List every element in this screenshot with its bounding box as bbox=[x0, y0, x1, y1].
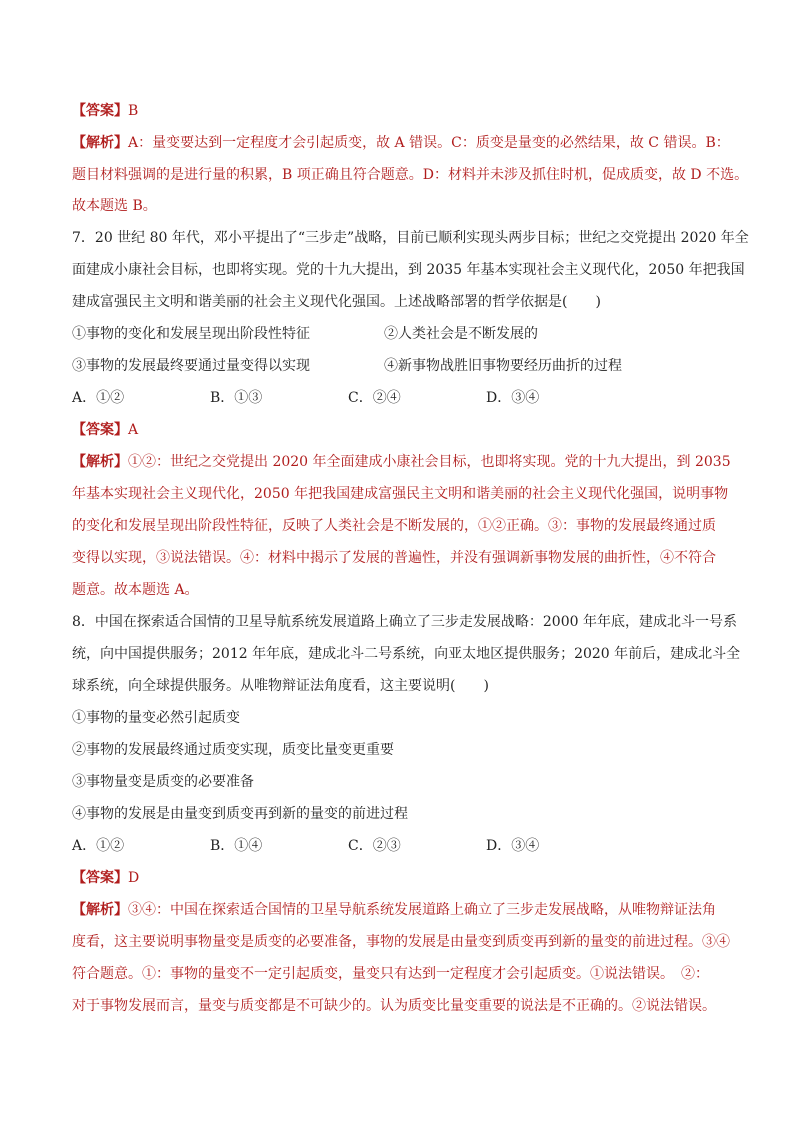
q8-stem-line: 统，向中国提供服务；2012 年年底，建成北斗二号系统，向亚太地区提供服务；2020 年前后，建成北斗全 bbox=[72, 646, 741, 662]
q8-choice-c: C．②③ bbox=[348, 838, 401, 854]
q8-answer bbox=[72, 868, 139, 888]
q7-analysis-line: 年基本实现社会主义现代化，2050 年把我国建成富强民主文明和谐美丽的社会主义现代化强国，说明事物 bbox=[72, 486, 729, 502]
q8-analysis-line: 符合题意。①：事物的量变不一定引起质变，量变只有达到一定程度才会引起质变。①说法错误。 ②： bbox=[72, 966, 709, 982]
answer-value: A bbox=[128, 422, 139, 438]
answer-label: 【答案】 bbox=[72, 103, 128, 119]
answer-label: 【答案】 bbox=[72, 870, 128, 886]
q8-statement: ①事物的量变必然引起质变 bbox=[72, 710, 240, 726]
q7-statement: ④新事物战胜旧事物要经历曲折的过程 bbox=[384, 358, 622, 374]
answer-value: D bbox=[128, 870, 140, 886]
q8-choice-b: B．①④ bbox=[210, 838, 263, 854]
q8-choice-a: A．①② bbox=[72, 838, 125, 854]
q7-analysis-line: 题意。故本题选 A。 bbox=[72, 582, 199, 598]
q7-answer bbox=[72, 420, 138, 440]
analysis-label: 【解析】 bbox=[72, 902, 128, 918]
q8-statement: ②事物的发展最终通过质变实现，质变比量变更重要 bbox=[72, 742, 394, 758]
q8-choice-d: D．③④ bbox=[486, 838, 540, 854]
q8-stem-line: 球系统，向全球提供服务。从唯物辩证法角度看，这主要说明( ) bbox=[72, 678, 489, 694]
analysis-label: 【解析】 bbox=[72, 454, 128, 470]
q7-choice-c: C．②④ bbox=[348, 390, 401, 406]
q6-analysis-line: 题目材料强调的是进行量的积累，B 项正确且符合题意。D：材料并未涉及抓住时机，促成质变，故 D 不选。 bbox=[72, 167, 749, 183]
q6-analysis-line: 故本题选 B。 bbox=[72, 198, 157, 214]
q7-choice-b: B．①③ bbox=[210, 390, 263, 406]
answer-label: 【答案】 bbox=[72, 422, 128, 438]
q7-stem-line: 7．20 世纪 80 年代，邓小平提出了“三步走”战略，目前已顺利实现头两步目标；世纪之交党提出 2020 年全 bbox=[72, 230, 749, 246]
q8-analysis-line: 对于事物发展而言，量变与质变都是不可缺少的。认为质变比量变重要的说法是不正确的。②说法错误。 bbox=[72, 998, 716, 1014]
q8-statement: ④事物的发展是由量变到质变再到新的量变的前进过程 bbox=[72, 806, 408, 822]
q7-analysis-line: 变得以实现，③说法错误。④：材料中揭示了发展的普遍性，并没有强调新事物发展的曲折性，④不符合 bbox=[72, 550, 716, 566]
q8-analysis-line: 【解析】③④：中国在探索适合国情的卫星导航系统发展道路上确立了三步走发展战略，从唯物辩证法角 bbox=[72, 902, 716, 918]
q7-choice-a: A．①② bbox=[72, 390, 125, 406]
q6-answer bbox=[72, 101, 138, 121]
q8-analysis-line: 度看，这主要说明事物量变是质变的必要准备，事物的发展是由量变到质变再到新的量变的前进过程。③④ bbox=[72, 934, 730, 950]
q6-analysis-line: 【解析】A：量变要达到一定程度才会引起质变，故 A 错误。C：质变是量变的必然结果，故 C 错误。B： bbox=[72, 135, 730, 151]
q8-statement: ③事物量变是质变的必要准备 bbox=[72, 774, 254, 790]
q7-analysis-line: 【解析】①②：世纪之交党提出 2020 年全面建成小康社会目标，也即将实现。党的十九大提出，到 2035 bbox=[72, 454, 731, 470]
answer-value: B bbox=[128, 103, 139, 119]
q7-statement: ③事物的发展最终要通过量变得以实现 bbox=[72, 358, 310, 374]
q7-stem-line: 建成富强民主文明和谐美丽的社会主义现代化强国。上述战略部署的哲学依据是( ) bbox=[72, 294, 601, 310]
q7-statement: ①事物的变化和发展呈现出阶段性特征 bbox=[72, 326, 310, 342]
q7-choice-d: D．③④ bbox=[486, 390, 540, 406]
q7-stem-line: 面建成小康社会目标，也即将实现。党的十九大提出，到 2035 年基本实现社会主义现代化，2050 年把我国 bbox=[72, 262, 745, 278]
q7-statement: ②人类社会是不断发展的 bbox=[384, 326, 538, 342]
analysis-label: 【解析】 bbox=[72, 135, 128, 151]
q8-stem-line: 8．中国在探索适合国情的卫星导航系统发展道路上确立了三步走发展战略：2000 年年底，建成北斗一号系 bbox=[72, 614, 737, 630]
q7-analysis-line: 的变化和发展呈现出阶段性特征，反映了人类社会是不断发展的，①②正确。③：事物的发展最终通过质 bbox=[72, 518, 716, 534]
